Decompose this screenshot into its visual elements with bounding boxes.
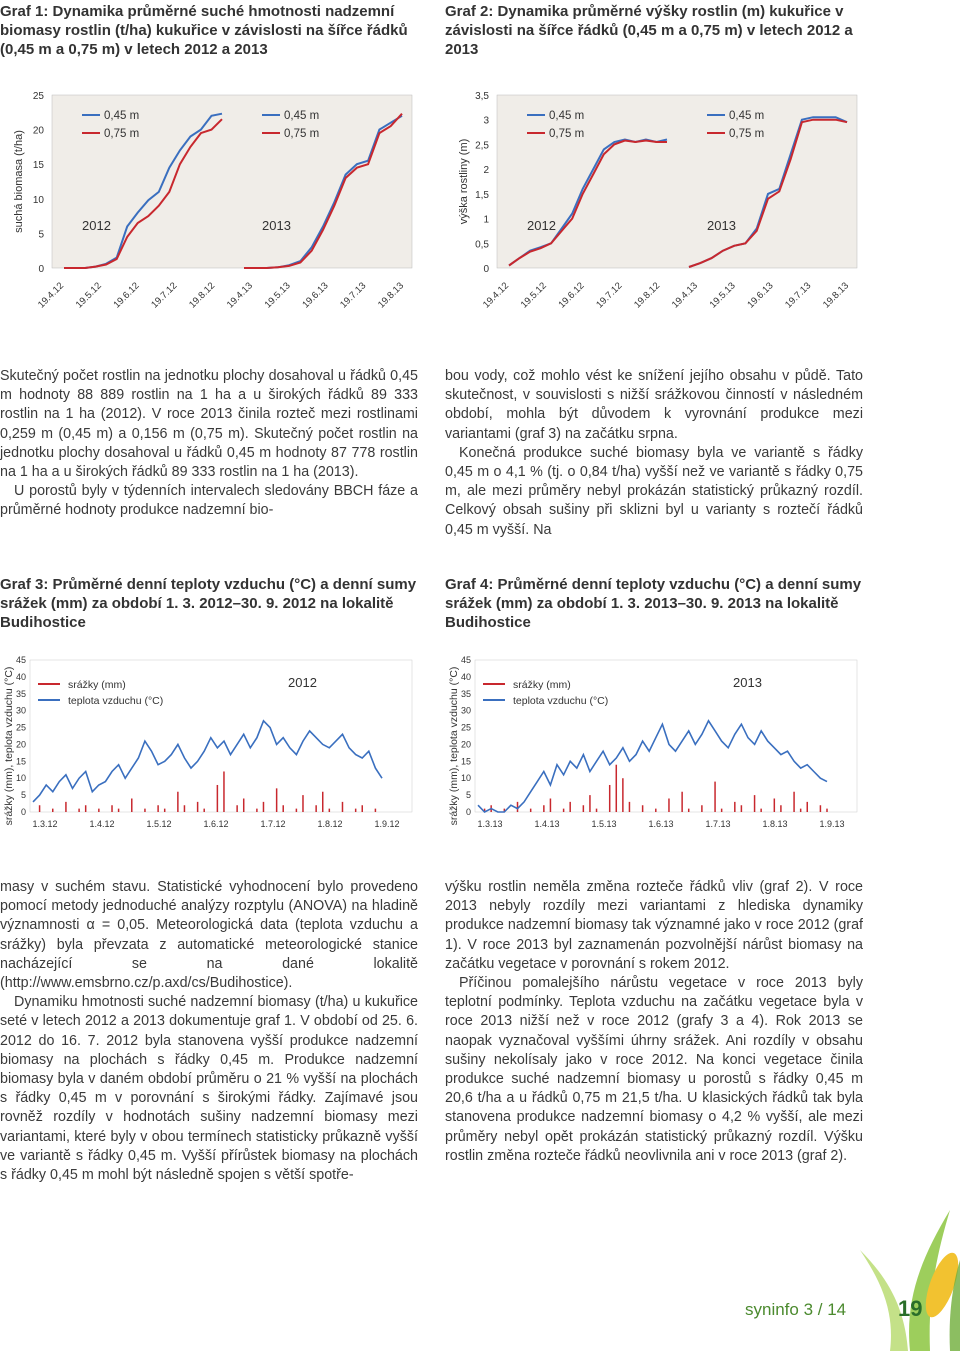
- legend-label: 0,75 m: [729, 128, 765, 140]
- x-tick-label: 1.9.13: [819, 819, 845, 829]
- y-tick-label: 40: [15, 671, 26, 682]
- x-tick-label: 19.8.12: [187, 280, 218, 311]
- graph1-chart: [0, 85, 420, 340]
- x-tick-label: 19.4.13: [669, 280, 701, 311]
- graph1-title: Graf 1: Dynamika průměrné suché hmotnosti nadzemní biomasy rostlin (t/ha) kukuřice v závislosti na šířce řádků (0,45 m a 0,75 m) v letech 2012 a 2013: [0, 3, 408, 58]
- graph2-chart: [445, 85, 865, 340]
- x-tick-label: 19.7.13: [783, 280, 814, 311]
- y-tick-label: 15: [460, 756, 471, 767]
- y-tick-label: 1: [483, 214, 489, 226]
- text-lower-left: [0, 878, 418, 1185]
- page-number: 19: [898, 1296, 923, 1321]
- graph4-chart: [445, 652, 865, 837]
- journal-label: syninfo 3 / 14: [745, 1300, 847, 1319]
- y-tick-label: 3: [483, 115, 489, 127]
- year-label: 2012: [527, 218, 556, 233]
- y-tick-label: 20: [32, 125, 44, 137]
- paragraph: U porostů byly v týdenních intervalech sledovány BBCH fáze a průměrné hodnoty produkce nadzemní bio-: [0, 483, 418, 519]
- legend-label: 0,75 m: [104, 128, 140, 140]
- graph3-chart: [0, 652, 420, 837]
- y-tick-label: 25: [32, 91, 44, 102]
- year-label: 2013: [707, 218, 736, 233]
- y-tick-label: 3,5: [475, 91, 489, 102]
- x-tick-label: 1.8.12: [317, 819, 343, 829]
- y-tick-label: 25: [15, 722, 26, 733]
- x-tick-label: 19.5.13: [262, 280, 293, 311]
- y-tick-label: 10: [15, 773, 26, 784]
- legend-label: srážky (mm): [513, 679, 571, 691]
- y-tick-label: 5: [465, 790, 471, 801]
- y-tick-label: 35: [460, 688, 471, 699]
- y-tick-label: 20: [15, 739, 26, 750]
- x-tick-label: 19.5.13: [707, 280, 738, 311]
- x-tick-label: 1.3.12: [32, 819, 58, 829]
- year-label: 2012: [82, 218, 111, 233]
- legend-label: teplota vzduchu (°C): [68, 695, 164, 707]
- x-tick-label: 19.6.12: [556, 280, 587, 311]
- y-axis-label: srážky (mm), teplota vzduchu (°C): [448, 666, 460, 826]
- y-tick-label: 1,5: [475, 189, 489, 201]
- graph2-title: Graf 2: Dynamika průměrné výšky rostlin (m) kukuřice v závislosti na šířce řádků (0,45 m a 0,75 m) v letech 2012 a 2013: [445, 3, 853, 58]
- legend-label: 0,45 m: [284, 110, 320, 122]
- y-tick-label: 45: [15, 655, 26, 665]
- legend-label: 0,45 m: [729, 110, 765, 122]
- x-tick-label: 19.8.13: [375, 280, 407, 311]
- x-tick-label: 19.6.13: [300, 280, 331, 311]
- legend-label: 0,75 m: [284, 128, 320, 140]
- x-tick-label: 1.7.12: [260, 819, 286, 829]
- x-tick-label: 19.7.12: [149, 280, 180, 311]
- y-axis-label: srážky (mm), teplota vzduchu (°C): [3, 666, 15, 826]
- x-tick-label: 19.7.12: [594, 280, 625, 311]
- legend-label: 0,75 m: [549, 128, 585, 140]
- year-label: 2013: [262, 218, 291, 233]
- x-tick-label: 1.8.13: [762, 819, 788, 829]
- y-axis-label: výška rostliny (m): [458, 138, 470, 225]
- y-tick-label: 5: [20, 790, 26, 801]
- legend-label: teplota vzduchu (°C): [513, 695, 609, 707]
- y-tick-label: 45: [460, 655, 471, 665]
- y-tick-label: 15: [15, 756, 26, 767]
- year-label: 2012: [288, 675, 317, 690]
- x-tick-label: 19.5.12: [518, 280, 549, 311]
- y-tick-label: 35: [15, 688, 26, 699]
- y-tick-label: 15: [32, 160, 44, 172]
- y-tick-label: 0,5: [475, 239, 489, 251]
- legend-label: 0,45 m: [549, 110, 585, 122]
- y-tick-label: 5: [38, 229, 44, 241]
- paragraph: Dynamiku hmotnosti suché nadzemní biomasy (t/ha) u kukuřice seté v letech 2012 a 2013 dokumentuje graf 1. V období od 25. 6. 2012 do 16. 7. 2012 byla stanovena vyšší produkce nadzemní biomasy na plochách s řádky 0,45 m. Produkce nadzemní biomasy byla v daném období průměru o 21 % vyšší na plochách s řádky 0,45 m v porovnání s širokými řádky. Zajímavé jsou rovněž rozdíly v hodnotách sušiny nadzemní biomasy mezi variantami, které byly v obou termínech statisticky průkazně vyšší ve variantě s řádky 0,45 m. Vyšší přírůstek biomasy na plochách s řádky 0,45 m mohl být následně spojen s větší spotře-: [0, 994, 418, 1184]
- x-tick-label: 19.4.12: [480, 280, 512, 311]
- x-tick-label: 1.9.12: [374, 819, 400, 829]
- paragraph: Skutečný počet rostlin na jednotku plochy dosahoval u řádků 0,45 m hodnoty 88 889 rostlin na 1 ha a u širokých řádků 89 333 rostlin na 1 ha (2012). V roce 2013 činila rozteč mezi rostlinami 0,259 m (0,45 m) a 0,156 m (0,75 m). Skutečný počet rostlin na jednotku plochy dosahoval u řádků 0,45 m hodnoty 87 778 rostlin na 1 ha a u širokých řádků 89 333 rostlin na 1 ha (2013).: [0, 368, 418, 481]
- y-tick-label: 40: [460, 671, 471, 682]
- x-tick-label: 19.8.13: [820, 280, 852, 311]
- x-tick-label: 1.4.12: [89, 819, 115, 829]
- x-tick-label: 1.7.13: [705, 819, 731, 829]
- y-tick-label: 25: [460, 722, 471, 733]
- y-tick-label: 10: [460, 773, 471, 784]
- y-tick-label: 30: [15, 705, 26, 716]
- y-tick-label: 20: [460, 739, 471, 750]
- y-tick-label: 2,5: [475, 140, 489, 152]
- y-tick-label: 0: [38, 264, 44, 275]
- x-tick-label: 19.4.12: [35, 280, 67, 311]
- x-tick-label: 1.5.13: [591, 819, 617, 829]
- paragraph: Příčinou pomalejšího nárůstu vegetace v roce 2013 byly teplotní podmínky. Teplota vzduchu na začátku vegetace byla v roce 2013 nižší než v roce 2012 (grafy 3 a 4). Rok 2013 se naopak vyznačoval vyššími úhrny srážek. Ani rozdíly v obsahu sušiny nekolísaly jako v roce 2012. Na konci vegetace činila produkce suché nadzemní biomasy u porostů s řádky 0,45 m 20,6 t/ha a u řádků 0,75 m 21,5 t/ha. U klasických řádků tak byla stanovena produkce nadzemní biomasy o 4,2 % vyšší, ale mezi průměry nebyl opět prokázán statistický průkazný rozdíl. Výšku rostlin změna rozteče řádků neovlivnila ani v roce 2013 (graf 2).: [445, 975, 863, 1164]
- y-tick-label: 10: [32, 194, 44, 206]
- x-tick-label: 19.5.12: [73, 280, 104, 311]
- y-axis-label: suchá biomasa (t/ha): [13, 130, 25, 233]
- paragraph: Konečná produkce suché biomasy byla ve variantě s řádky 0,45 m o 4,1 % (tj. o 0,84 t/ha) vyšší než ve variantě s řádky 0,75 m, ale mezi průměry nebyl prokázán statistický průkazný rozdíl. Celkový obsah sušiny při sklizni byl u varianty s roztečí řádků 0,45 m vyšší. Na: [445, 444, 863, 538]
- paragraph: masy v suchém stavu. Statistické vyhodnocení bylo provedeno pomocí metody jednoduché analýzy rozptylu (ANOVA) na hladině významnosti α = 0,05. Meteorologická data (teplota vzduchu a srážky) byla převzata z automatické meteorologické stanice nacházející se na dané lokalitě (http://www.emsbrno.cz/p.axd/cs/Budihostice).: [0, 879, 418, 992]
- legend-label: srážky (mm): [68, 679, 126, 691]
- legend-label: 0,45 m: [104, 110, 140, 122]
- year-label: 2013: [733, 675, 762, 690]
- x-tick-label: 19.6.12: [111, 280, 142, 311]
- x-tick-label: 19.8.12: [632, 280, 663, 311]
- x-tick-label: 1.3.13: [477, 819, 503, 829]
- x-tick-label: 1.5.12: [146, 819, 172, 829]
- text-lower-right: [445, 878, 863, 1166]
- text-upper-left: [0, 367, 418, 521]
- y-tick-label: 30: [460, 705, 471, 716]
- x-tick-label: 1.6.12: [203, 819, 229, 829]
- x-tick-label: 1.6.13: [648, 819, 674, 829]
- x-tick-label: 1.4.13: [534, 819, 560, 829]
- y-tick-label: 0: [483, 264, 489, 275]
- y-tick-label: 0: [20, 807, 26, 817]
- graph4-title: Graf 4: Průměrné denní teploty vzduchu (°C) a denní sumy srážek (mm) za období 1. 3. 2013–30. 9. 2013 na lokalitě Budihostice: [445, 576, 862, 631]
- paragraph: výšku rostlin neměla změna rozteče řádků vliv (graf 2). V roce 2013 nebyly rozdíly mezi variantami z hlediska dynamiky produkce nadzemní biomasy tak významné jako v roce 2012 (graf 1). V roce 2013 byl zaznamenán pozvolnější nárůst biomasy na začátku vegetace v porovnání s rokem 2012.: [445, 879, 863, 972]
- y-tick-label: 0: [465, 807, 471, 817]
- text-upper-right: [445, 367, 863, 540]
- corn-illustration: [850, 1190, 960, 1351]
- x-tick-label: 19.6.13: [745, 280, 776, 311]
- x-tick-label: 19.4.13: [224, 280, 256, 311]
- y-tick-label: 2: [483, 165, 489, 177]
- graph3-title: Graf 3: Průměrné denní teploty vzduchu (°C) a denní sumy srážek (mm) za období 1. 3. 2012–30. 9. 2012 na lokalitě Budihostice: [0, 576, 417, 631]
- x-tick-label: 19.7.13: [338, 280, 369, 311]
- paragraph: bou vody, což mohlo vést ke snížení jejího obsahu v půdě. Tato skutečnost, v souvislosti s nižší srážkovou činností v následném období, mohla být důvodem k vyrovnání produkce mezi variantami (graf 3) na začátku srpna.: [445, 368, 863, 442]
